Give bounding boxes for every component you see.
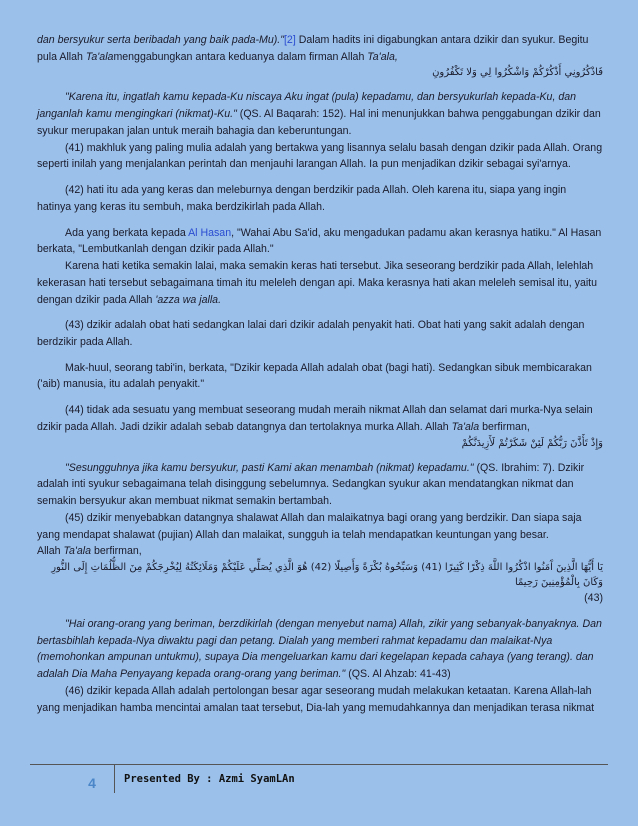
text-span: berfirman,: [479, 420, 530, 433]
paragraph: [37, 543, 603, 560]
text-span: Karena hati ketika semakin lalai, maka semakin keras hati tersebut. Jika seseorang berdzikir pada Allah, lelehlah kekerasan hati tersebut sebagaimana timah itu meleleh dengan api. Maka kerasnya hati akan meleleh semisal itu, yaitu dengan dzikir pada Allah: [37, 260, 598, 306]
italic-text: "Sesungguhnya jika kamu bersyukur, pasti Kami akan menambah (nikmat) kepadamu.": [65, 461, 474, 474]
text-span: (44) tidak ada sesuatu yang membuat seseorang mudah meraih nikmat Allah dan selamat dari murka-Nya selain dzikir pada Allah. Jadi dzikir adalah sebab datangnya dan tertolaknya murka Allah. Allah: [37, 404, 593, 433]
text-span: فَاذْكُرُونِي أَذْكُرْكُمْ وَاشْكُرُوا لِي وَلا تَكْفُرُونِ: [432, 67, 603, 79]
italic-text: dan bersyukur serta beribadah yang baik pada-Mu).": [37, 34, 284, 46]
italic-text: Ta'ala: [85, 50, 114, 63]
text-span: (45) dzikir menyebabkan datangnya shalawat Allah dan malaikatnya bagi orang yang berdzikir. Dan siapa saja yang mendapat shalawat (pujian) Allah dan malaikat, sungguh ia telah mendapatkan keuntungan yang besar.: [37, 511, 582, 541]
arabic-verse: [37, 436, 603, 451]
paragraph-spacer: [37, 308, 603, 317]
text-span: وَإِذْ تَأَذَّنَ رَبُّكُمْ لَئِنْ شَكَرْتُمْ لَأَزِيدَنَّكُمْ: [461, 437, 603, 449]
text-span: (QS. Al Ahzab: 41-43): [345, 668, 451, 681]
paragraph: [37, 32, 603, 65]
inline-link[interactable]: [2]: [283, 34, 296, 46]
italic-text: 'azza wa jalla.: [155, 293, 222, 306]
paragraph-spacer: [37, 393, 603, 402]
italic-text: "Karena itu, ingatlah kamu kepada-Ku niscaya Aku ingat (pula) kepadamu, dan bersyukurlah kepada-Ku, dan janganlah kamu mengingkari (nikmat)-Ku.": [37, 91, 577, 121]
text-span: (QS. Ibrahim: 7). Dzikir adalah inti syukur sebagaimana telah disinggung sebelumnya. Sedangkan syukur akan mendatangkan nikmat dan semakin bersyukur akan membuat nikmat semakin bertambah.: [37, 461, 585, 508]
paragraph: [37, 317, 603, 350]
page-footer: [30, 764, 608, 805]
paragraph: [37, 89, 603, 139]
arabic-verse: [37, 65, 603, 80]
text-span: (43): [584, 592, 603, 605]
paragraph-spacer: [37, 351, 603, 360]
presented-by-text: Presented By : Azmi SyamLAn: [124, 773, 295, 785]
footer-divider: [114, 765, 115, 793]
paragraph: [37, 510, 603, 543]
text-span: menggabungkan antara keduanya dalam firman Allah: [113, 50, 368, 63]
paragraph: [37, 225, 603, 258]
text-span: (46) dzikir kepada Allah adalah pertolongan besar agar seseorang mudah melakukan ketaatan. Karena Allah-lah yang menjadikan hamba mencintai amalan taat tersebut, Dia-lah yang memudahkannya dan menjadikan terasa nikmat: [37, 684, 595, 714]
italic-text: Ta'ala: [63, 545, 92, 558]
text-span: (42) hati itu ada yang keras dan meleburnya dengan berdzikir pada Allah. Oleh karena itu, siapa yang ingin hatinya yang keras itu sembuh, maka berdzikirlah pada Allah.: [37, 184, 567, 213]
paragraph-spacer: [37, 173, 603, 182]
italic-text: Ta'ala: [451, 420, 480, 433]
paragraph-spacer: [37, 80, 603, 89]
paragraph-spacer: [37, 451, 603, 460]
text-span: (41) makhluk yang paling mulia adalah yang bertakwa yang lisannya selalu basah dengan dzikir pada Allah. Orang seperti inilah yang menjalankan perintah dan menjauhi larangan Allah. Ia pun menjadikan dzikir sebagai syi'arnya.: [37, 141, 603, 171]
text-span: Mak-huul, seorang tabi'in, berkata, "Dzikir kepada Allah adalah obat (bagi hati). Sedangkan sibuk membicarakan ('aib) manusia, itu adalah penyakit.": [37, 361, 592, 391]
paragraph: [37, 616, 603, 683]
paragraph-spacer: [37, 216, 603, 225]
paragraph: [37, 683, 603, 716]
page-number: 4: [88, 775, 96, 791]
inline-link[interactable]: Al Hasan: [188, 226, 232, 239]
text-span: berfirman,: [91, 545, 142, 558]
text-span: (43) dzikir adalah obat hati sedangkan lalai dari dzikir adalah penyakit hati. Obat hati yang sakit adalah dengan berdzikir pada Allah.: [37, 319, 585, 349]
paragraph: [37, 258, 603, 308]
paragraph-spacer: [37, 607, 603, 616]
text-span: (QS. Al Baqarah: 152). Hal ini menunjukkan bahwa penggabungan dzikir dan syukur merupakan jalan untuk meraih bahagia dan keberuntungan.: [37, 108, 601, 137]
text-span: Allah: [37, 545, 64, 558]
paragraph: [37, 182, 603, 215]
italic-text: "Hai orang-orang yang beriman, berzdikirlah (dengan menyebut nama) Allah, zikir yang sebanyak-banyaknya. Dan bertasbihlah kepada-Nya diwaktu pagi dan petang. Dialah yang memberi rahmat kepadamu dan malaikat-Nya (memohonkan ampunan untukmu), supaya Dia mengeluarkan kamu dari kegelapan kepada cahaya (yang terang). dan adalah Dia Maha Penyayang kepada orang-orang yang beriman.": [37, 617, 602, 681]
arabic-verse: [37, 560, 603, 590]
text-span: Ada yang berkata kepada: [65, 226, 189, 239]
text-span: يَا أَيُّهَا الَّذِينَ آَمَنُوا اذْكُرُوا اللَّهَ ذِكْرًا كَثِيرًا (41) وَسَبِّحُوهُ بُكْرَةً وَأَصِيلًا (42) هُوَ الَّذِي يُصَلِّي عَلَيْكُمْ وَمَلَائِكَتُهُ لِيُخْرِجَكُمْ مِنَ الظُّلُمَاتِ إِلَى النُّورِ وَكَانَ بِالْمُؤْمِنِينَ رَحِيمًا: [51, 562, 603, 589]
paragraph: [37, 360, 603, 393]
paragraph: [37, 460, 603, 510]
italic-text: Ta'ala,: [367, 50, 398, 63]
paragraph: [37, 402, 603, 435]
paragraph: [37, 140, 603, 173]
text-span: , "Wahai Abu Sa'id, aku mengadukan padamu akan kerasnya hatiku." Al Hasan berkata, "Lembutkanlah dengan dzikir pada Allah.": [37, 226, 602, 256]
text-span: Dalam hadits ini digabungkan antara dzikir dan syukur. Begitu pula Allah: [37, 34, 589, 63]
verse-number: [37, 590, 603, 607]
page-body: [37, 32, 603, 716]
